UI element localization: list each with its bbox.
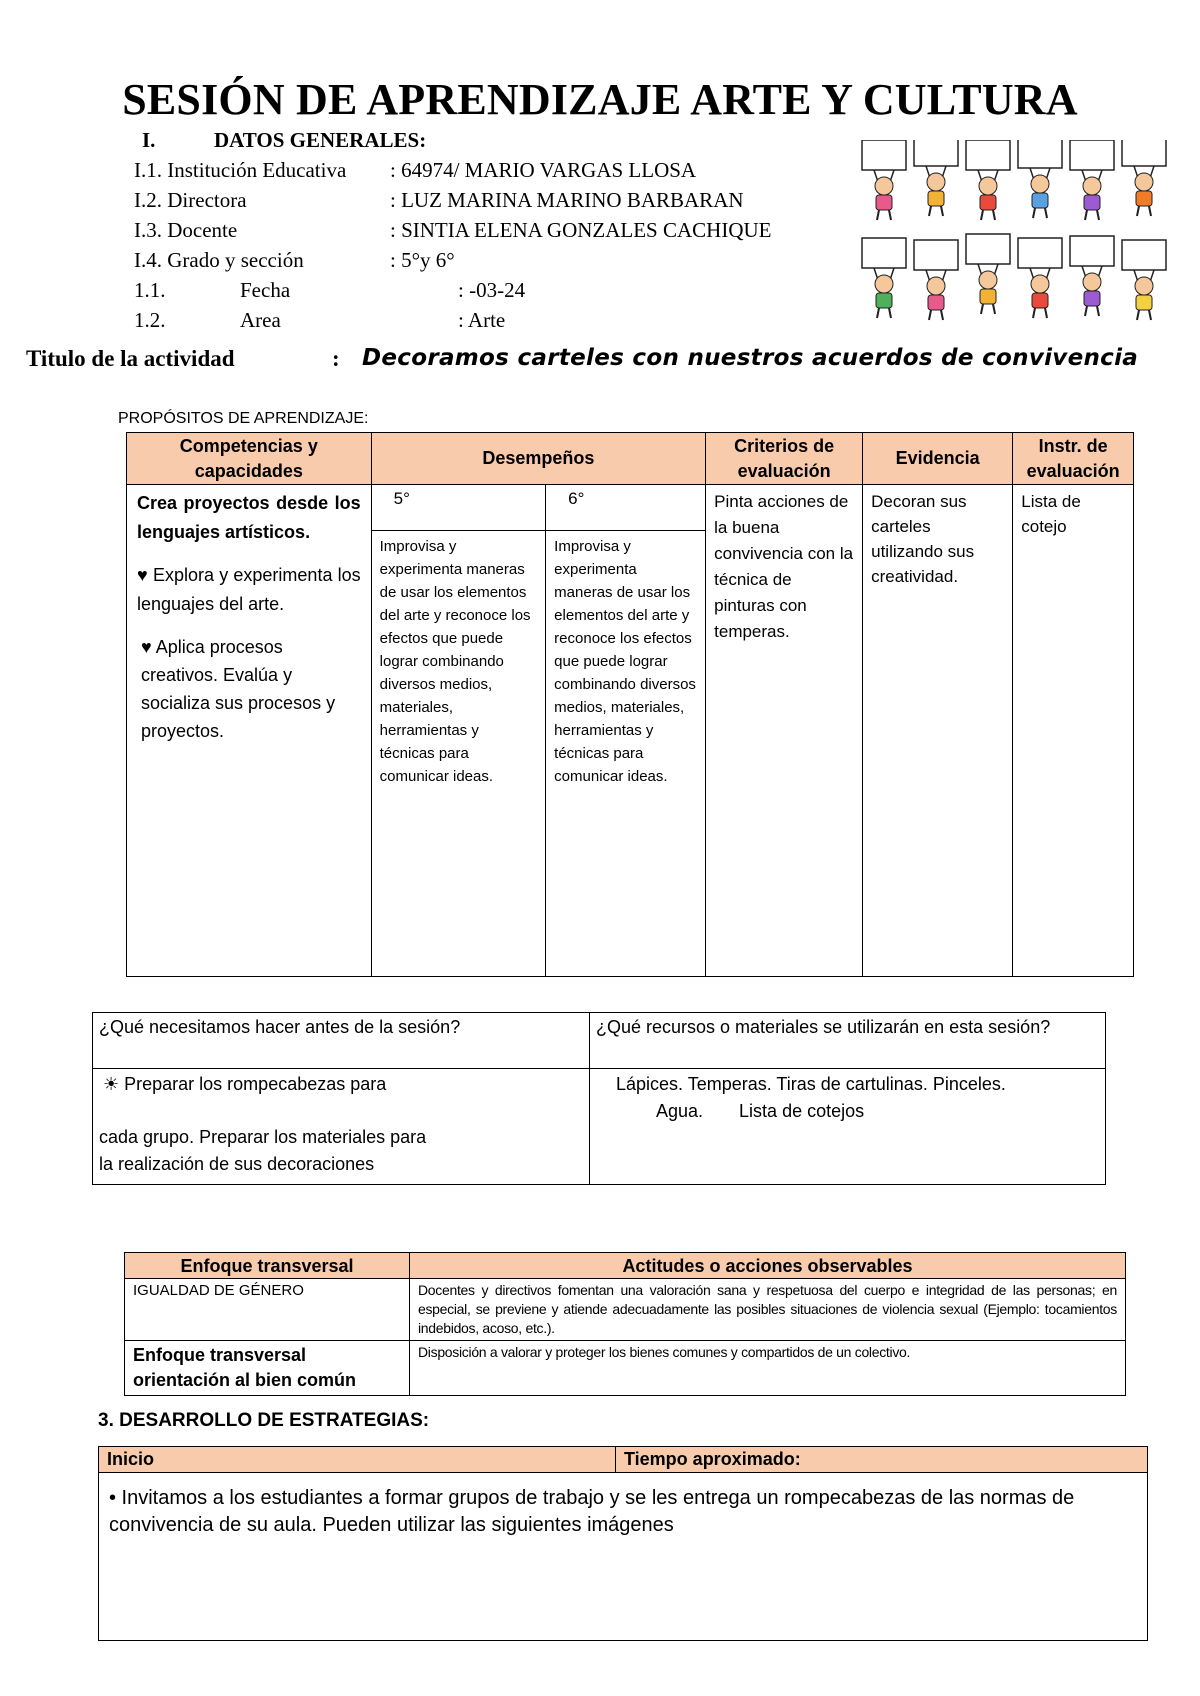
desempeno-6-cell: Improvisa y experimenta maneras de usar los elementos del arte y reconoce los efectos que puede lograr combinando diversos medios, materiales, herramientas y técnicas para comunicar ideas. — [546, 531, 706, 977]
header-competencias: Competencias y capacidades — [127, 433, 372, 485]
grade-5: 5° — [371, 485, 546, 531]
row-label: Area — [240, 308, 281, 332]
row-num: I.2. — [134, 188, 162, 212]
row-label: Grado y sección — [167, 248, 304, 272]
capacidad-2: ♥ Aplica procesos creativos. Evalúa y socializa sus procesos y proyectos. — [141, 637, 336, 741]
answer-line-1: ☀ Preparar los rompecabezas para — [103, 1074, 387, 1094]
page-title: SESIÓN DE APRENDIZAJE ARTE Y CULTURA — [122, 75, 1078, 124]
desarrollo-table — [98, 1446, 1148, 1641]
kids-with-signs-illustration — [860, 140, 1180, 330]
row-label: Institución Educativa — [167, 158, 347, 182]
row-num: 1.1. — [134, 278, 166, 302]
grade-6: 6° — [546, 485, 706, 531]
enfoque-igualdad: IGUALDAD DE GÉNERO — [125, 1279, 410, 1341]
capacidad-1: ♥ Explora y experimenta los lenguajes del arte. — [137, 565, 361, 614]
row-value: : Arte — [458, 308, 506, 332]
row-num: I.4. — [134, 248, 162, 272]
row-label: Fecha — [240, 278, 291, 302]
answer-resources — [590, 1069, 1106, 1185]
question-resources: ¿Qué recursos o materiales se utilizarán en esta sesión? — [590, 1013, 1106, 1069]
col-inicio: Inicio — [99, 1447, 616, 1473]
row-value: : LUZ MARINA MARINO BARBARAN — [390, 188, 744, 212]
preparation-table — [92, 1012, 1106, 1185]
header-instrumento: Instr. de evaluación — [1013, 433, 1134, 485]
resources-water: Agua. — [656, 1101, 704, 1121]
activity-title: Decoramos carteles con nuestros acuerdos de convivencia — [362, 345, 1139, 371]
header-actitudes: Actitudes o acciones observables — [410, 1253, 1126, 1279]
criterio-cell: Pinta acciones de la buena convivencia con la técnica de pinturas con temperas. — [706, 485, 863, 977]
purposes-heading: PROPÓSITOS DE APRENDIZAJE: — [118, 410, 369, 427]
header-enfoque: Enfoque transversal — [125, 1253, 410, 1279]
desempeno-5-cell: Improvisa y experimenta maneras de usar los elementos del arte y reconoce los efectos que puede lograr combinando diversos medios, materiales, herramientas y técnicas para comunicar ideas. — [371, 531, 546, 977]
answer-line-2: cada grupo. Preparar los materiales para la realización de sus decoraciones — [99, 1127, 427, 1174]
row-label: Directora — [167, 188, 247, 212]
enfoque-table — [124, 1252, 1126, 1396]
row-value: : 5°y 6° — [390, 248, 455, 272]
header-criterios: Criterios de evaluación — [706, 433, 863, 485]
instrumento-cell: Lista de cotejo — [1013, 485, 1134, 977]
question-before-session: ¿Qué necesitamos hacer antes de la sesión? — [93, 1013, 590, 1069]
enfoque-bien-comun: Enfoque transversal orientación al bien común — [125, 1341, 410, 1396]
activity-label: Titulo de la actividad — [26, 346, 235, 371]
row-value: : 64974/ MARIO VARGAS LLOSA — [390, 158, 697, 182]
row-num: I.3. — [134, 218, 162, 242]
section-numeral: I. — [142, 128, 156, 152]
header-desempenos: Desempeños — [371, 433, 706, 485]
enfoque-bien-comun-text: Disposición a valorar y proteger los bienes comunes y compartidos de un colectivo. — [410, 1341, 1126, 1396]
col-tiempo: Tiempo aproximado: — [616, 1447, 1148, 1473]
row-label: Docente — [167, 218, 238, 242]
row-num: I.1. — [134, 158, 162, 182]
row-num: 1.2. — [134, 308, 166, 332]
resources-checklist: Lista de cotejos — [739, 1101, 865, 1121]
competencias-cell — [127, 485, 372, 977]
enfoque-igualdad-text: Docentes y directivos fomentan una valoración sana y respetuosa del cuerpo e integridad de las personas; en especial, se previene y atiende adecuadamente las posibles situaciones de violencia sexual (Ejemplo: tocamientos indebidos, acoso, etc.). — [410, 1279, 1126, 1341]
row-value: : -03-24 — [458, 278, 526, 302]
section-heading-general: DATOS GENERALES: — [214, 128, 427, 152]
answer-before-session — [93, 1069, 590, 1185]
activity-colon: : — [332, 346, 340, 371]
competencia-text: Crea proyectos desde los lenguajes artísticos. — [137, 493, 361, 542]
purposes-table — [126, 432, 1134, 977]
desarrollo-text: • Invitamos a los estudiantes a formar grupos de trabajo y se les entrega un rompecabezas de las normas de convivencia de su aula. Pueden utilizar las siguientes imágenes — [99, 1473, 1148, 1641]
evidencia-cell: Decoran sus carteles utilizando sus creatividad. — [863, 485, 1013, 977]
resources-line-1: Lápices. Temperas. Tiras de cartulinas. Pinceles. — [616, 1074, 1006, 1094]
header-evidencia: Evidencia — [863, 433, 1013, 485]
desarrollo-heading: 3. DESARROLLO DE ESTRATEGIAS: — [98, 1410, 430, 1431]
row-value: : SINTIA ELENA GONZALES CACHIQUE — [390, 218, 772, 242]
